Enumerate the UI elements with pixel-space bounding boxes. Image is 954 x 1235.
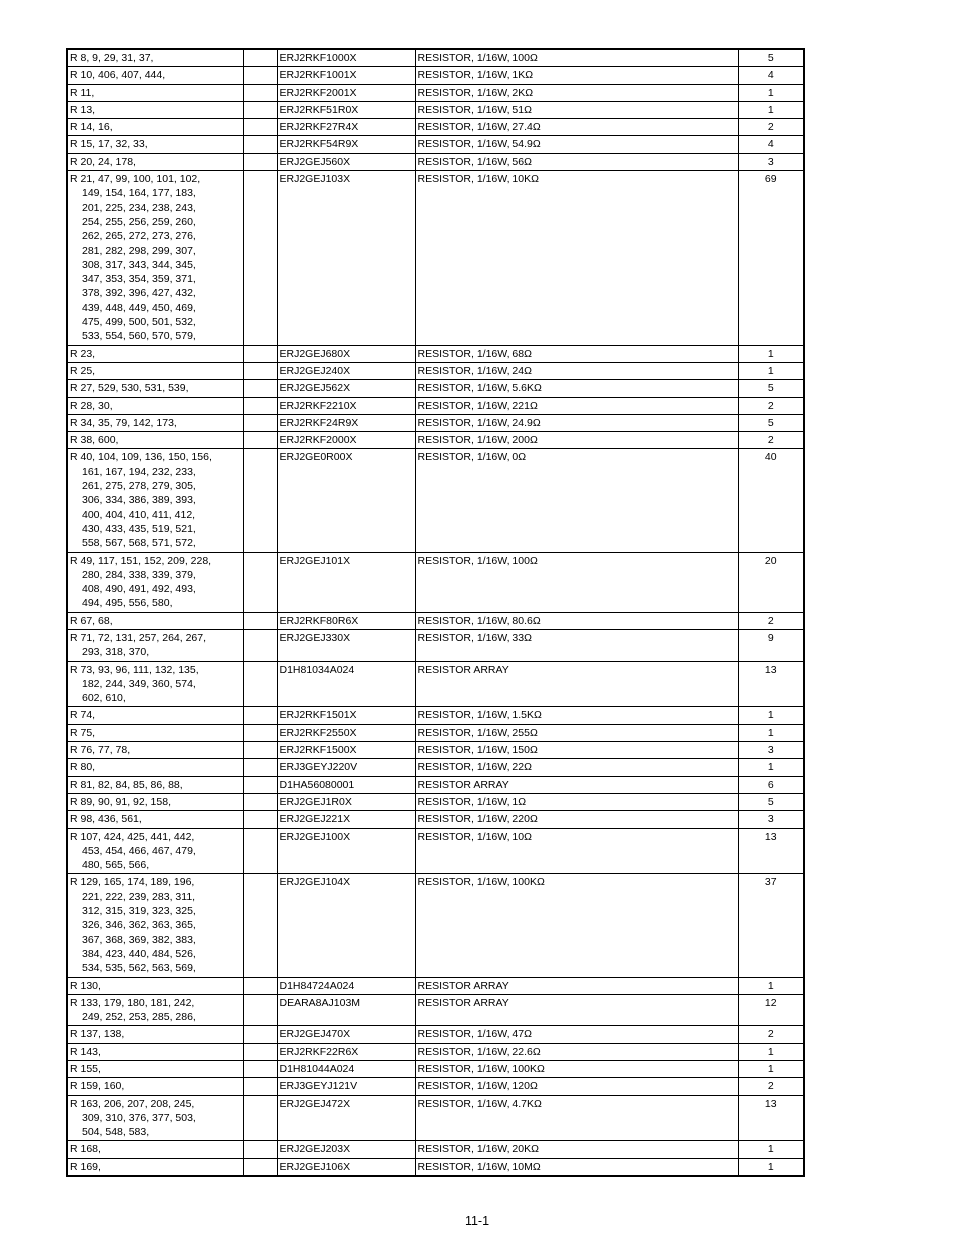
table-row <box>67 977 804 994</box>
reference-line: R 71, 72, 131, 257, 264, 267, <box>70 631 207 644</box>
part-number-cell: ERJ2GEJ104X <box>277 874 415 977</box>
quantity-cell: 1 <box>738 759 804 776</box>
description-cell: RESISTOR, 1/16W, 1.5KΩ <box>415 707 738 724</box>
description-cell: RESISTOR ARRAY <box>415 994 738 1026</box>
reference-line: 221, 222, 239, 283, 311, <box>82 890 196 903</box>
part-number-cell: ERJ2GEJ472X <box>277 1095 415 1141</box>
description-cell: RESISTOR, 1/16W, 100KΩ <box>415 1061 738 1078</box>
blank-cell <box>243 1095 277 1141</box>
table-row <box>67 380 804 397</box>
blank-cell <box>243 759 277 776</box>
part-number-cell: ERJ2GEJ562X <box>277 380 415 397</box>
reference-line: R 107, 424, 425, 441, 442, <box>70 830 195 843</box>
reference-line: 261, 275, 278, 279, 305, <box>82 480 196 493</box>
part-number-cell: ERJ2GEJ560X <box>277 153 415 170</box>
reference-line: 281, 282, 298, 299, 307, <box>82 244 196 257</box>
blank-cell <box>243 552 277 612</box>
reference-line: R 74, <box>70 709 96 722</box>
table-row <box>67 345 804 362</box>
table-row <box>67 49 804 67</box>
table-row <box>67 397 804 414</box>
blank-cell <box>243 629 277 661</box>
blank-cell <box>243 345 277 362</box>
description-cell: RESISTOR, 1/16W, 120Ω <box>415 1078 738 1095</box>
table-row <box>67 1095 804 1141</box>
reference-cell <box>67 661 243 707</box>
reference-line: R 8, 9, 29, 31, 37, <box>70 52 154 64</box>
table-row <box>67 101 804 118</box>
description-cell: RESISTOR, 1/16W, 255Ω <box>415 724 738 741</box>
reference-line: R 20, 24, 178, <box>70 155 136 168</box>
quantity-cell: 4 <box>738 67 804 84</box>
table-row <box>67 449 804 552</box>
description-cell: RESISTOR, 1/16W, 10MΩ <box>415 1158 738 1176</box>
reference-cell <box>67 707 243 724</box>
blank-cell <box>243 811 277 828</box>
reference-cell <box>67 449 243 552</box>
reference-cell <box>67 1095 243 1141</box>
table-row <box>67 153 804 170</box>
reference-cell <box>67 67 243 84</box>
quantity-cell: 1 <box>738 1158 804 1176</box>
blank-cell <box>243 171 277 346</box>
part-number-cell: ERJ2RKF2000X <box>277 432 415 449</box>
quantity-cell: 1 <box>738 84 804 101</box>
reference-line: 149, 154, 164, 177, 183, <box>82 187 196 200</box>
reference-line: R 11, <box>70 86 95 99</box>
quantity-cell: 1 <box>738 977 804 994</box>
reference-line: R 89, 90, 91, 92, 158, <box>70 795 171 808</box>
reference-line: R 25, <box>70 364 96 377</box>
description-cell: RESISTOR, 1/16W, 20KΩ <box>415 1141 738 1158</box>
reference-line: R 143, <box>70 1045 101 1058</box>
reference-cell <box>67 874 243 977</box>
reference-line: 475, 499, 500, 501, 532, <box>82 316 196 329</box>
blank-cell <box>243 67 277 84</box>
reference-line: R 15, 17, 32, 33, <box>70 138 148 151</box>
table-row <box>67 707 804 724</box>
part-number-cell: ERJ2RKF1001X <box>277 67 415 84</box>
part-number-cell: ERJ2GEJ221X <box>277 811 415 828</box>
part-number-cell: ERJ2RKF54R9X <box>277 136 415 153</box>
reference-line: R 23, <box>70 347 96 360</box>
blank-cell <box>243 612 277 629</box>
part-number-cell: ERJ2RKF1500X <box>277 742 415 759</box>
blank-cell <box>243 414 277 431</box>
quantity-cell: 3 <box>738 811 804 828</box>
reference-cell <box>67 171 243 346</box>
reference-cell <box>67 1043 243 1060</box>
reference-line: 308, 317, 343, 344, 345, <box>82 258 196 271</box>
table-row <box>67 742 804 759</box>
reference-line: 533, 554, 560, 570, 579, <box>82 330 196 343</box>
reference-line: 602, 610, <box>82 692 126 705</box>
table-row <box>67 1078 804 1095</box>
reference-line: R 28, 30, <box>70 399 113 412</box>
description-cell: RESISTOR, 1/16W, 47Ω <box>415 1026 738 1043</box>
part-number-cell: ERJ2GEJ100X <box>277 828 415 874</box>
blank-cell <box>243 1026 277 1043</box>
reference-line: R 129, 165, 174, 189, 196, <box>70 876 195 889</box>
description-cell: RESISTOR, 1/16W, 22.6Ω <box>415 1043 738 1060</box>
quantity-cell: 12 <box>738 994 804 1026</box>
description-cell: RESISTOR ARRAY <box>415 776 738 793</box>
reference-cell <box>67 119 243 136</box>
part-number-cell: ERJ2GEJ101X <box>277 552 415 612</box>
reference-line: R 81, 82, 84, 85, 86, 88, <box>70 778 183 791</box>
quantity-cell: 9 <box>738 629 804 661</box>
description-cell: RESISTOR, 1/16W, 10Ω <box>415 828 738 874</box>
reference-cell <box>67 776 243 793</box>
reference-line: 249, 252, 253, 285, 286, <box>82 1011 196 1024</box>
blank-cell <box>243 776 277 793</box>
quantity-cell: 13 <box>738 661 804 707</box>
reference-line: R 27, 529, 530, 531, 539, <box>70 382 189 395</box>
quantity-cell: 2 <box>738 1078 804 1095</box>
part-number-cell: DEARA8AJ103M <box>277 994 415 1026</box>
quantity-cell: 5 <box>738 414 804 431</box>
reference-line: R 159, 160, <box>70 1080 125 1093</box>
reference-cell <box>67 380 243 397</box>
blank-cell <box>243 874 277 977</box>
quantity-cell: 20 <box>738 552 804 612</box>
reference-line: 182, 244, 349, 360, 574, <box>82 677 196 690</box>
reference-line: 293, 318, 370, <box>82 646 150 659</box>
reference-line: R 168, <box>70 1143 101 1156</box>
part-number-cell: ERJ2RKF22R6X <box>277 1043 415 1060</box>
quantity-cell: 69 <box>738 171 804 346</box>
blank-cell <box>243 49 277 67</box>
description-cell: RESISTOR, 1/16W, 100Ω <box>415 552 738 612</box>
reference-line: 384, 423, 440, 484, 526, <box>82 947 196 960</box>
quantity-cell: 5 <box>738 380 804 397</box>
reference-cell <box>67 49 243 67</box>
part-number-cell: ERJ2RKF51R0X <box>277 101 415 118</box>
quantity-cell: 2 <box>738 1026 804 1043</box>
part-number-cell: D1H81034A024 <box>277 661 415 707</box>
quantity-cell: 1 <box>738 707 804 724</box>
quantity-cell: 1 <box>738 362 804 379</box>
description-cell: RESISTOR, 1/16W, 1KΩ <box>415 67 738 84</box>
description-cell: RESISTOR, 1/16W, 100Ω <box>415 49 738 67</box>
reference-cell <box>67 994 243 1026</box>
reference-cell <box>67 828 243 874</box>
quantity-cell: 40 <box>738 449 804 552</box>
part-number-cell: ERJ3GEYJ220V <box>277 759 415 776</box>
description-cell: RESISTOR, 1/16W, 27.4Ω <box>415 119 738 136</box>
reference-cell <box>67 1026 243 1043</box>
blank-cell <box>243 977 277 994</box>
part-number-cell: ERJ2RKF27R4X <box>277 119 415 136</box>
description-cell: RESISTOR, 1/16W, 22Ω <box>415 759 738 776</box>
description-cell: RESISTOR, 1/16W, 200Ω <box>415 432 738 449</box>
part-number-cell: ERJ2GE0R00X <box>277 449 415 552</box>
quantity-cell: 2 <box>738 612 804 629</box>
description-cell: RESISTOR, 1/16W, 24Ω <box>415 362 738 379</box>
reference-line: 558, 567, 568, 571, 572, <box>82 537 196 550</box>
reference-line: R 40, 104, 109, 136, 150, 156, <box>70 451 212 464</box>
quantity-cell: 37 <box>738 874 804 977</box>
reference-cell <box>67 977 243 994</box>
blank-cell <box>243 994 277 1026</box>
reference-line: R 137, 138, <box>70 1028 125 1041</box>
blank-cell <box>243 1158 277 1176</box>
reference-cell <box>67 742 243 759</box>
quantity-cell: 3 <box>738 742 804 759</box>
table-row <box>67 612 804 629</box>
description-cell: RESISTOR, 1/16W, 10KΩ <box>415 171 738 346</box>
reference-cell <box>67 84 243 101</box>
part-number-cell: ERJ2GEJ103X <box>277 171 415 346</box>
reference-cell <box>67 345 243 362</box>
table-row <box>67 994 804 1026</box>
quantity-cell: 4 <box>738 136 804 153</box>
part-number-cell: ERJ2GEJ203X <box>277 1141 415 1158</box>
table-row <box>67 661 804 707</box>
reference-cell <box>67 1078 243 1095</box>
blank-cell <box>243 661 277 707</box>
reference-cell <box>67 629 243 661</box>
reference-line: R 98, 436, 561, <box>70 813 142 826</box>
reference-line: R 21, 47, 99, 100, 101, 102, <box>70 173 201 186</box>
description-cell: RESISTOR, 1/16W, 4.7KΩ <box>415 1095 738 1141</box>
reference-cell <box>67 1158 243 1176</box>
table-row <box>67 84 804 101</box>
reference-line: 430, 433, 435, 519, 521, <box>82 522 196 535</box>
quantity-cell: 13 <box>738 1095 804 1141</box>
reference-line: 309, 310, 376, 377, 503, <box>82 1111 196 1124</box>
reference-line: R 75, <box>70 726 96 739</box>
table-row <box>67 171 804 346</box>
description-cell: RESISTOR, 1/16W, 80.6Ω <box>415 612 738 629</box>
description-cell: RESISTOR, 1/16W, 221Ω <box>415 397 738 414</box>
reference-cell <box>67 153 243 170</box>
table-row <box>67 629 804 661</box>
part-number-cell: ERJ2GEJ680X <box>277 345 415 362</box>
blank-cell <box>243 1141 277 1158</box>
table-row <box>67 776 804 793</box>
part-number-cell: D1H84724A024 <box>277 977 415 994</box>
quantity-cell: 1 <box>738 724 804 741</box>
table-row <box>67 759 804 776</box>
table-row <box>67 432 804 449</box>
reference-line: 262, 265, 272, 273, 276, <box>82 230 196 243</box>
reference-line: R 133, 179, 180, 181, 242, <box>70 996 195 1009</box>
description-cell: RESISTOR, 1/16W, 150Ω <box>415 742 738 759</box>
part-number-cell: ERJ2RKF1501X <box>277 707 415 724</box>
reference-cell <box>67 1061 243 1078</box>
part-number-cell: D1HA56080001 <box>277 776 415 793</box>
quantity-cell: 13 <box>738 828 804 874</box>
reference-line: R 169, <box>70 1160 101 1173</box>
part-number-cell: ERJ2GEJ106X <box>277 1158 415 1176</box>
reference-line: R 13, <box>70 103 96 116</box>
description-cell: RESISTOR, 1/16W, 220Ω <box>415 811 738 828</box>
reference-line: R 155, <box>70 1063 101 1075</box>
reference-line: 408, 490, 491, 492, 493, <box>82 583 196 596</box>
description-cell: RESISTOR ARRAY <box>415 661 738 707</box>
reference-line: 161, 167, 194, 232, 233, <box>82 465 196 478</box>
table-row <box>67 1061 804 1078</box>
table-row <box>67 119 804 136</box>
reference-line: R 49, 117, 151, 152, 209, 228, <box>70 554 212 567</box>
part-number-cell: ERJ2RKF24R9X <box>277 414 415 431</box>
blank-cell <box>243 793 277 810</box>
blank-cell <box>243 449 277 552</box>
blank-cell <box>243 828 277 874</box>
blank-cell <box>243 136 277 153</box>
quantity-cell: 3 <box>738 153 804 170</box>
reference-cell <box>67 759 243 776</box>
reference-line: R 14, 16, <box>70 121 113 134</box>
reference-line: 280, 284, 338, 339, 379, <box>82 568 196 581</box>
quantity-cell: 2 <box>738 397 804 414</box>
parts-list-body <box>67 49 804 1176</box>
reference-cell <box>67 1141 243 1158</box>
description-cell: RESISTOR, 1/16W, 54.9Ω <box>415 136 738 153</box>
reference-line: R 10, 406, 407, 444, <box>70 69 166 82</box>
blank-cell <box>243 1078 277 1095</box>
blank-cell <box>243 362 277 379</box>
quantity-cell: 5 <box>738 793 804 810</box>
table-row <box>67 362 804 379</box>
reference-line: R 73, 93, 96, 111, 132, 135, <box>70 663 199 676</box>
page-number: 11-1 <box>464 1214 490 1228</box>
quantity-cell: 2 <box>738 119 804 136</box>
blank-cell <box>243 84 277 101</box>
reference-cell <box>67 414 243 431</box>
table-row <box>67 793 804 810</box>
reference-cell <box>67 101 243 118</box>
quantity-cell: 5 <box>738 49 804 67</box>
description-cell: RESISTOR, 1/16W, 24.9Ω <box>415 414 738 431</box>
reference-cell <box>67 552 243 612</box>
reference-line: 201, 225, 234, 238, 243, <box>82 201 196 214</box>
reference-line: 367, 368, 369, 382, 383, <box>82 933 196 946</box>
reference-cell <box>67 362 243 379</box>
reference-line: 312, 315, 319, 323, 325, <box>82 905 196 918</box>
reference-line: 254, 255, 256, 259, 260, <box>82 215 196 228</box>
reference-cell <box>67 612 243 629</box>
reference-line: 306, 334, 386, 389, 393, <box>82 494 196 507</box>
table-row <box>67 414 804 431</box>
table-row <box>67 1141 804 1158</box>
reference-line: 378, 392, 396, 427, 432, <box>82 287 196 300</box>
blank-cell <box>243 707 277 724</box>
reference-cell <box>67 397 243 414</box>
part-number-cell: ERJ2RKF2210X <box>277 397 415 414</box>
table-row <box>67 552 804 612</box>
reference-line: R 80, <box>70 761 96 774</box>
quantity-cell: 1 <box>738 345 804 362</box>
blank-cell <box>243 742 277 759</box>
part-number-cell: D1H81044A024 <box>277 1061 415 1078</box>
reference-line: 534, 535, 562, 563, 569, <box>82 962 196 975</box>
reference-cell <box>67 724 243 741</box>
quantity-cell: 1 <box>738 101 804 118</box>
reference-line: R 163, 206, 207, 208, 245, <box>70 1097 195 1110</box>
description-cell: RESISTOR, 1/16W, 1Ω <box>415 793 738 810</box>
description-cell: RESISTOR ARRAY <box>415 977 738 994</box>
blank-cell <box>243 397 277 414</box>
blank-cell <box>243 1043 277 1060</box>
reference-line: 453, 454, 466, 467, 479, <box>82 844 196 857</box>
table-row <box>67 1043 804 1060</box>
description-cell: RESISTOR, 1/16W, 51Ω <box>415 101 738 118</box>
blank-cell <box>243 101 277 118</box>
description-cell: RESISTOR, 1/16W, 56Ω <box>415 153 738 170</box>
part-number-cell: ERJ2RKF1000X <box>277 49 415 67</box>
reference-cell <box>67 793 243 810</box>
blank-cell <box>243 432 277 449</box>
table-row <box>67 67 804 84</box>
blank-cell <box>243 1061 277 1078</box>
table-row <box>67 874 804 977</box>
description-cell: RESISTOR, 1/16W, 68Ω <box>415 345 738 362</box>
quantity-cell: 6 <box>738 776 804 793</box>
reference-line: 400, 404, 410, 411, 412, <box>82 508 196 521</box>
blank-cell <box>243 119 277 136</box>
part-number-cell: ERJ3GEYJ121V <box>277 1078 415 1095</box>
reference-cell <box>67 136 243 153</box>
table-row <box>67 136 804 153</box>
quantity-cell: 1 <box>738 1061 804 1078</box>
table-row <box>67 724 804 741</box>
description-cell: RESISTOR, 1/16W, 2KΩ <box>415 84 738 101</box>
quantity-cell: 1 <box>738 1043 804 1060</box>
table-row <box>67 1026 804 1043</box>
blank-cell <box>243 724 277 741</box>
quantity-cell: 1 <box>738 1141 804 1158</box>
part-number-cell: ERJ2GEJ240X <box>277 362 415 379</box>
part-number-cell: ERJ2GEJ1R0X <box>277 793 415 810</box>
reference-line: R 76, 77, 78, <box>70 744 131 757</box>
blank-cell <box>243 380 277 397</box>
part-number-cell: ERJ2GEJ470X <box>277 1026 415 1043</box>
reference-line: R 67, 68, <box>70 614 113 627</box>
description-cell: RESISTOR, 1/16W, 100KΩ <box>415 874 738 977</box>
parts-list-table <box>66 48 805 1177</box>
reference-cell <box>67 811 243 828</box>
table-row <box>67 828 804 874</box>
reference-line: R 38, 600, <box>70 434 119 447</box>
part-number-cell: ERJ2RKF2001X <box>277 84 415 101</box>
reference-line: 494, 495, 556, 580, <box>82 597 173 610</box>
reference-line: 347, 353, 354, 359, 371, <box>82 273 196 286</box>
part-number-cell: ERJ2RKF80R6X <box>277 612 415 629</box>
part-number-cell: ERJ2RKF2550X <box>277 724 415 741</box>
reference-line: 439, 448, 449, 450, 469, <box>82 301 196 314</box>
part-number-cell: ERJ2GEJ330X <box>277 629 415 661</box>
table-row <box>67 811 804 828</box>
description-cell: RESISTOR, 1/16W, 5.6KΩ <box>415 380 738 397</box>
reference-line: 326, 346, 362, 363, 365, <box>82 919 196 932</box>
reference-line: R 130, <box>70 979 101 992</box>
table-row <box>67 1158 804 1176</box>
quantity-cell: 2 <box>738 432 804 449</box>
description-cell: RESISTOR, 1/16W, 33Ω <box>415 629 738 661</box>
reference-line: 480, 565, 566, <box>82 859 150 872</box>
reference-line: R 34, 35, 79, 142, 173, <box>70 416 177 429</box>
reference-line: 504, 548, 583, <box>82 1126 150 1139</box>
description-cell: RESISTOR, 1/16W, 0Ω <box>415 449 738 552</box>
blank-cell <box>243 153 277 170</box>
reference-cell <box>67 432 243 449</box>
